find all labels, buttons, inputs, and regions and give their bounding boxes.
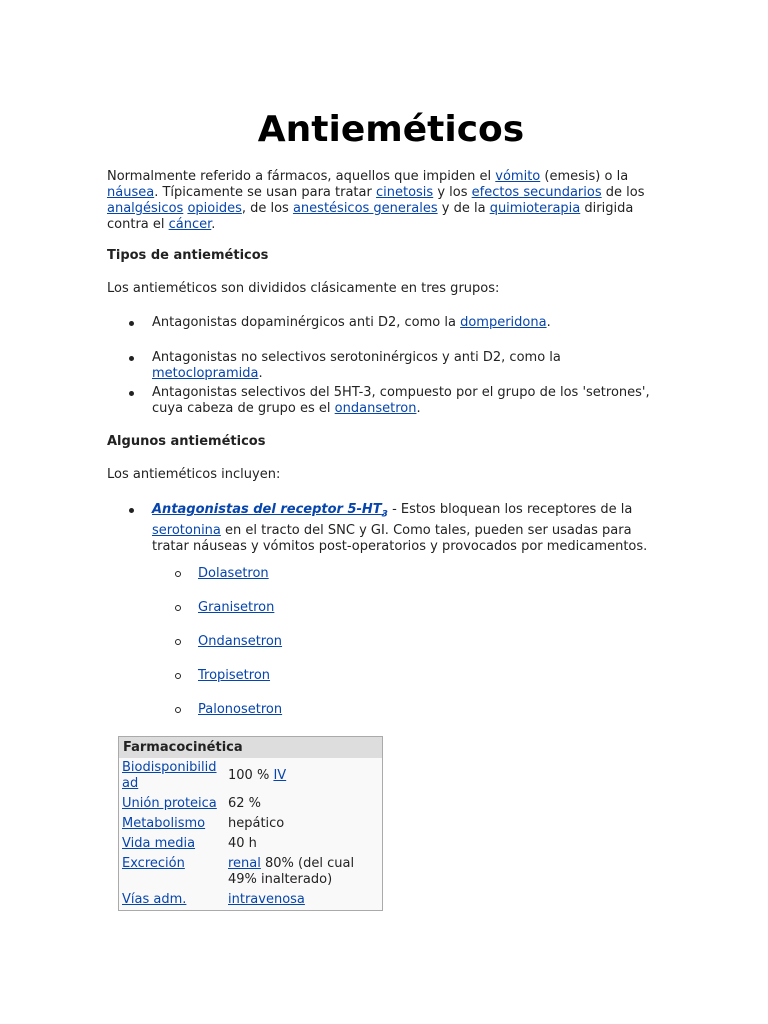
infobox-row [119,854,383,890]
link-vias-adm[interactable]: Vías adm. [122,892,187,907]
link-granisetron[interactable]: Granisetron [198,600,275,615]
link-biodisponibilidad[interactable]: Biodisponibilidad [122,760,217,791]
infobox-label-cell [119,854,226,890]
list-item-text: en el tracto del SNC y GI. Como tales, pueden ser usadas para tratar náuseas y vómitos post-operatorios y provocados por medicamentos. [152,522,648,554]
bullet-icon [129,356,134,361]
intro-text: dirigida contra el [107,201,634,232]
circle-bullet-icon [175,707,181,713]
intro-paragraph [107,169,667,233]
link-quimioterapia[interactable]: quimioterapia [489,201,581,216]
link-cinetosis[interactable]: cinetosis [375,185,434,200]
infobox-label-cell [119,794,226,814]
link-renal[interactable]: renal [228,856,261,871]
intro-text: de los [601,185,645,200]
list-item [107,668,270,684]
list-item [107,566,269,582]
bullet-icon [129,321,134,326]
infobox-label-cell [119,758,226,794]
algunos-list [107,502,667,555]
link-dolasetron[interactable]: Dolasetron [198,566,269,581]
link-union-proteica[interactable]: Unión proteica [122,796,217,811]
infobox-value: hepático [228,816,285,831]
link-excrecion[interactable]: Excreción [122,856,185,871]
bullet-icon [129,508,134,513]
list-item [107,350,667,382]
intro-text: y los [433,185,472,200]
infobox-value-cell [225,854,383,890]
link-intravenosa[interactable]: intravenosa [228,892,305,907]
infobox-value: 40 h [228,836,257,851]
bullet-icon [129,391,134,396]
circle-bullet-icon [175,605,181,611]
link-domperidona[interactable]: domperidona [460,315,547,330]
list-item [107,600,274,616]
intro-text: . [211,217,216,232]
infobox-value-cell [225,834,383,854]
list-item-end: . [416,401,421,416]
link-nausea[interactable]: náusea [107,185,155,200]
infobox-value: 100 % [228,768,274,783]
infobox-label-cell [119,890,226,911]
link-serotonina[interactable]: serotonina [152,522,221,538]
link-antagonistas-5ht3[interactable] [152,502,388,520]
list-item-text: Antagonistas selectivos del 5HT-3, compuesto por el grupo de los 'setrones', cuya cabeza de grupo es el [152,385,650,416]
link-analgesicos[interactable]: analgésicos [107,201,184,216]
infobox-value-cell [225,814,383,834]
link-vida-media[interactable]: Vida media [122,836,196,851]
intro-text: . Típicamente se usan para tratar [154,185,376,200]
intro-text: Normalmente referido a fármacos, aquellos que impiden el [107,169,496,184]
link-text: Antagonistas del receptor 5-HT [152,502,382,517]
infobox-row [119,758,383,794]
infobox-row [119,814,383,834]
list-item-text: - Estos bloquean los receptores de la [387,502,633,517]
circle-bullet-icon [175,673,181,679]
infobox-label-cell [119,814,226,834]
infobox-value-cell [225,758,383,794]
intro-text: y de la [437,201,490,216]
link-metoclopramida[interactable]: metoclopramida [152,366,259,381]
link-vomito[interactable]: vómito [495,169,541,184]
link-tropisetron[interactable]: Tropisetron [198,668,271,683]
section-heading-algunos: Algunos antieméticos [107,434,266,449]
infobox-value: 62 % [228,796,262,811]
infobox-header-row [119,737,383,759]
tipos-list [107,385,652,417]
link-metabolismo[interactable]: Metabolismo [122,816,206,831]
infobox-row [119,890,383,911]
link-iv[interactable]: IV [273,768,287,783]
infobox-value: 80% (del cual 49% inalterado) [228,856,355,887]
infobox-value-cell [225,890,383,911]
link-opioides[interactable]: opioides [187,201,242,216]
infobox-row [119,794,383,814]
pharmacokinetics-infobox [118,736,383,911]
link-cancer[interactable]: cáncer [168,217,212,232]
link-subscript: 3 [381,509,388,520]
intro-text: (emesis) o la [540,169,629,184]
list-item [107,502,667,555]
infobox-header: Farmacocinética [119,737,383,759]
link-ondansetron[interactable]: ondansetron [334,401,417,416]
infobox-label-cell [119,834,226,854]
infobox-value-cell [225,794,383,814]
section-lead-algunos: Los antieméticos incluyen: [107,467,281,482]
link-palonosetron[interactable]: Palonosetron [198,702,283,717]
list-item [107,634,282,650]
list-item-end: . [546,315,551,330]
list-item-text: Antagonistas no selectivos serotoninérgicos y anti D2, como la [152,350,561,365]
intro-text: , de los [241,201,293,216]
list-item [107,315,667,331]
list-item [107,385,652,417]
tipos-list [107,350,667,382]
infobox-row [119,834,383,854]
section-lead-tipos: Los antieméticos son divididos clásicamente en tres grupos: [107,281,500,296]
section-heading-tipos: Tipos de antieméticos [107,248,269,263]
circle-bullet-icon [175,571,181,577]
circle-bullet-icon [175,639,181,645]
list-item-end: . [258,366,263,381]
link-efectos-secundarios[interactable]: efectos secundarios [471,185,602,200]
list-item-text: Antagonistas dopaminérgicos anti D2, como la [152,315,461,330]
page-title: Antieméticos [257,109,525,150]
link-anestesicos-generales[interactable]: anestésicos generales [292,201,438,216]
list-item [107,702,282,718]
tipos-list [107,315,667,331]
link-ondansetron-sub[interactable]: Ondansetron [198,634,283,649]
